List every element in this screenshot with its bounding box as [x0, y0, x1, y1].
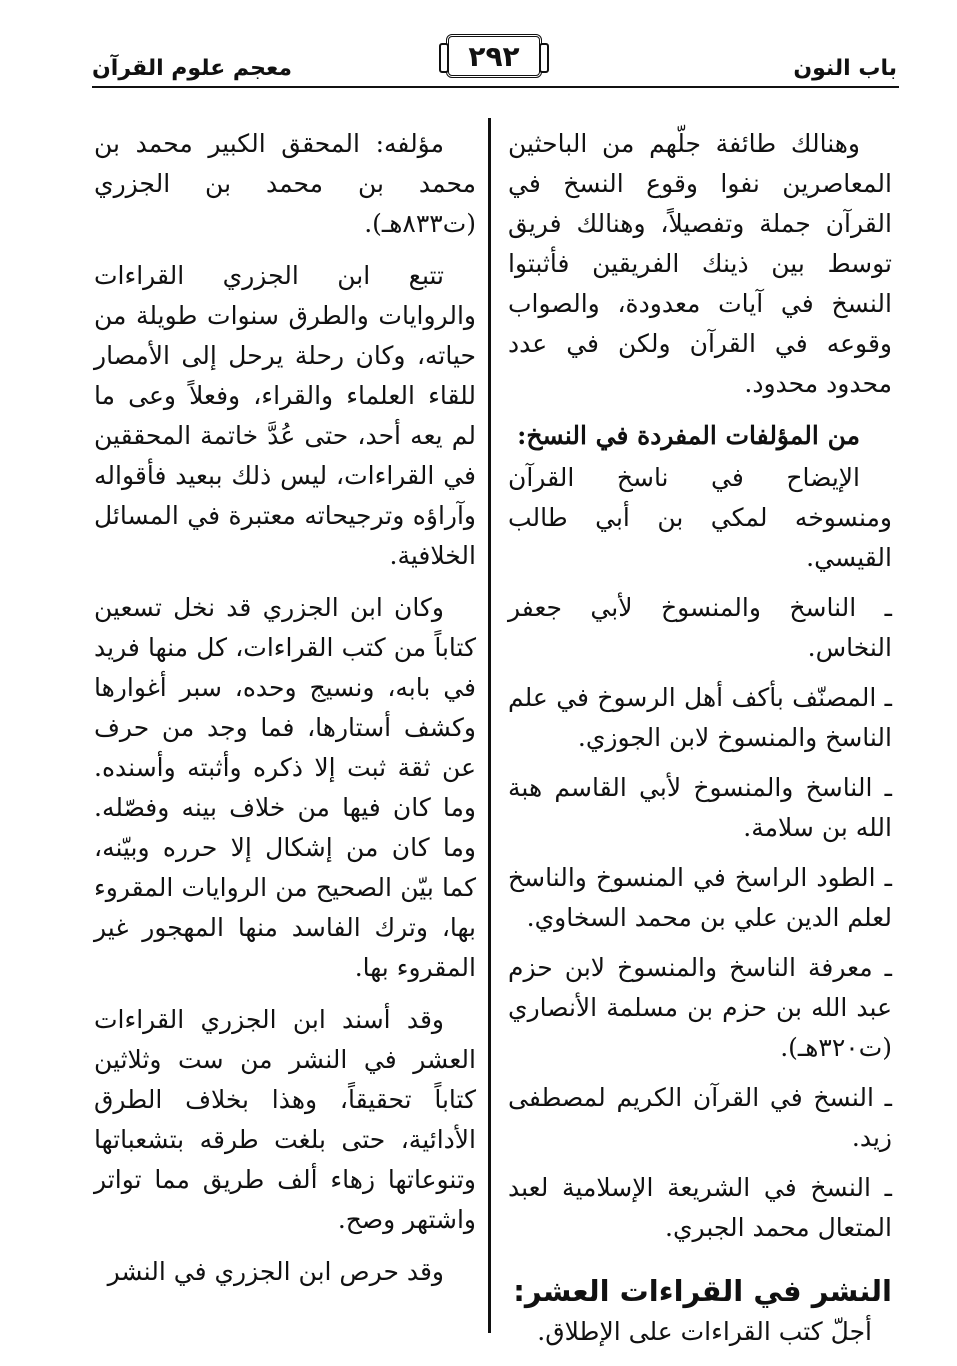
continued-line: وقد حرص ابن الجزري في النشر — [107, 1257, 444, 1286]
chapter-header: باب النون — [793, 56, 897, 81]
section-first-line: أجلّ كتب القراءات على الإطلاق. — [537, 1317, 872, 1346]
header-rule — [92, 86, 899, 88]
body-paragraph: تتبع ابن الجزري القراءات والروايات والطرق سنوات طويلة من حياته، وكان رحلة يرحل إلى الأمصار للقاء العلماء والقراء، وفعلاً وعى ما لم يعه أحد، حتى عُدَّ خاتمة المحققين في القراءات، ليس ذلك ببعيد فأقواله وآراؤه وترجيحاته معتبرة في المسائل الخلافية. — [94, 261, 476, 570]
work-item: ـ المصنّف بأكف أهل الرسوخ في علم الناسخ والمنسوخ لابن الجوزي. — [508, 683, 892, 752]
author-paragraph: مؤلفه: المحقق الكبير محمد بن محمد بن محمد بن الجزري (ت٨٣٣هـ). — [94, 129, 476, 238]
right-column — [508, 124, 892, 1364]
work-item: ـ معرفة الناسخ والمنسوخ لابن حزم عبد الله بن حزم بن مسلمة الأنصاري (ت٣٢٠هـ). — [508, 953, 892, 1062]
work-item: ـ النسخ في الشريعة الإسلامية لعبد المتعال محمد الجبري. — [508, 1173, 892, 1242]
left-column — [94, 124, 476, 1304]
work-item: ـ الناسخ والمنسوخ لأبي القاسم هبة الله بن سلامة. — [508, 773, 892, 842]
work-item: ـ الطود الراسخ في المنسوخ والناسخ لعلم الدين علي بن محمد السخاوي. — [508, 863, 892, 932]
section-title: النشر في القراءات العشر: — [513, 1274, 892, 1308]
intro-paragraph: وهنالك طائفة جلّهم من الباحثين المعاصرين نفوا وقوع النسخ في القرآن جملة وتفصيلاً، وهنالك فريق توسط بين ذينك الفريقين فأثبتوا النسخ في آيات معدودة، والصواب وقوعه في القرآن ولكن في عدد محدود محدود. — [508, 129, 892, 398]
book-title-header: معجم علوم القرآن — [92, 56, 293, 81]
body-paragraph: وقد أسند ابن الجزري القراءات العشر في النشر من ست وثلاثين كتاباً تحقيقاً، وهذا بخلاف الطرق الأدائية، حتى بلغت طرقه بتشعباتها وتنوعاتها زهاء ألف طريق مما تواتر واشتهر وصح. — [94, 1005, 476, 1234]
body-paragraph: وكان ابن الجزري قد نخل تسعين كتاباً من كتب القراءات، كل منها فريد في بابه، ونسيج وحده، سبر أغوارها وكشف أستارها، فما وجد من حرف عن ثقة ثبت إلا ذكره وأثبته وأسنده. وما كان فيها من خلاف بينه وفصّله. وما كان من إشكال إلا حرره وبيّنه، كما بيّن الصحيح من الروايات المقروء بها، وترك الفاسد منها المهجور غير المقروء بها. — [94, 593, 476, 982]
works-subheading: من المؤلفات المفردة في النسخ: — [517, 421, 860, 450]
work-item: ـ النسخ في القرآن الكريم لمصطفى زيد. — [508, 1083, 892, 1152]
column-divider — [488, 118, 491, 1333]
work-item: الإيضاح في ناسخ القرآن ومنسوخه لمكي بن أبي طالب القيسي. — [508, 463, 892, 572]
page-number: ٢٩٢ — [446, 34, 542, 78]
work-item: ـ الناسخ والمنسوخ لأبي جعفر النخاس. — [508, 593, 892, 662]
